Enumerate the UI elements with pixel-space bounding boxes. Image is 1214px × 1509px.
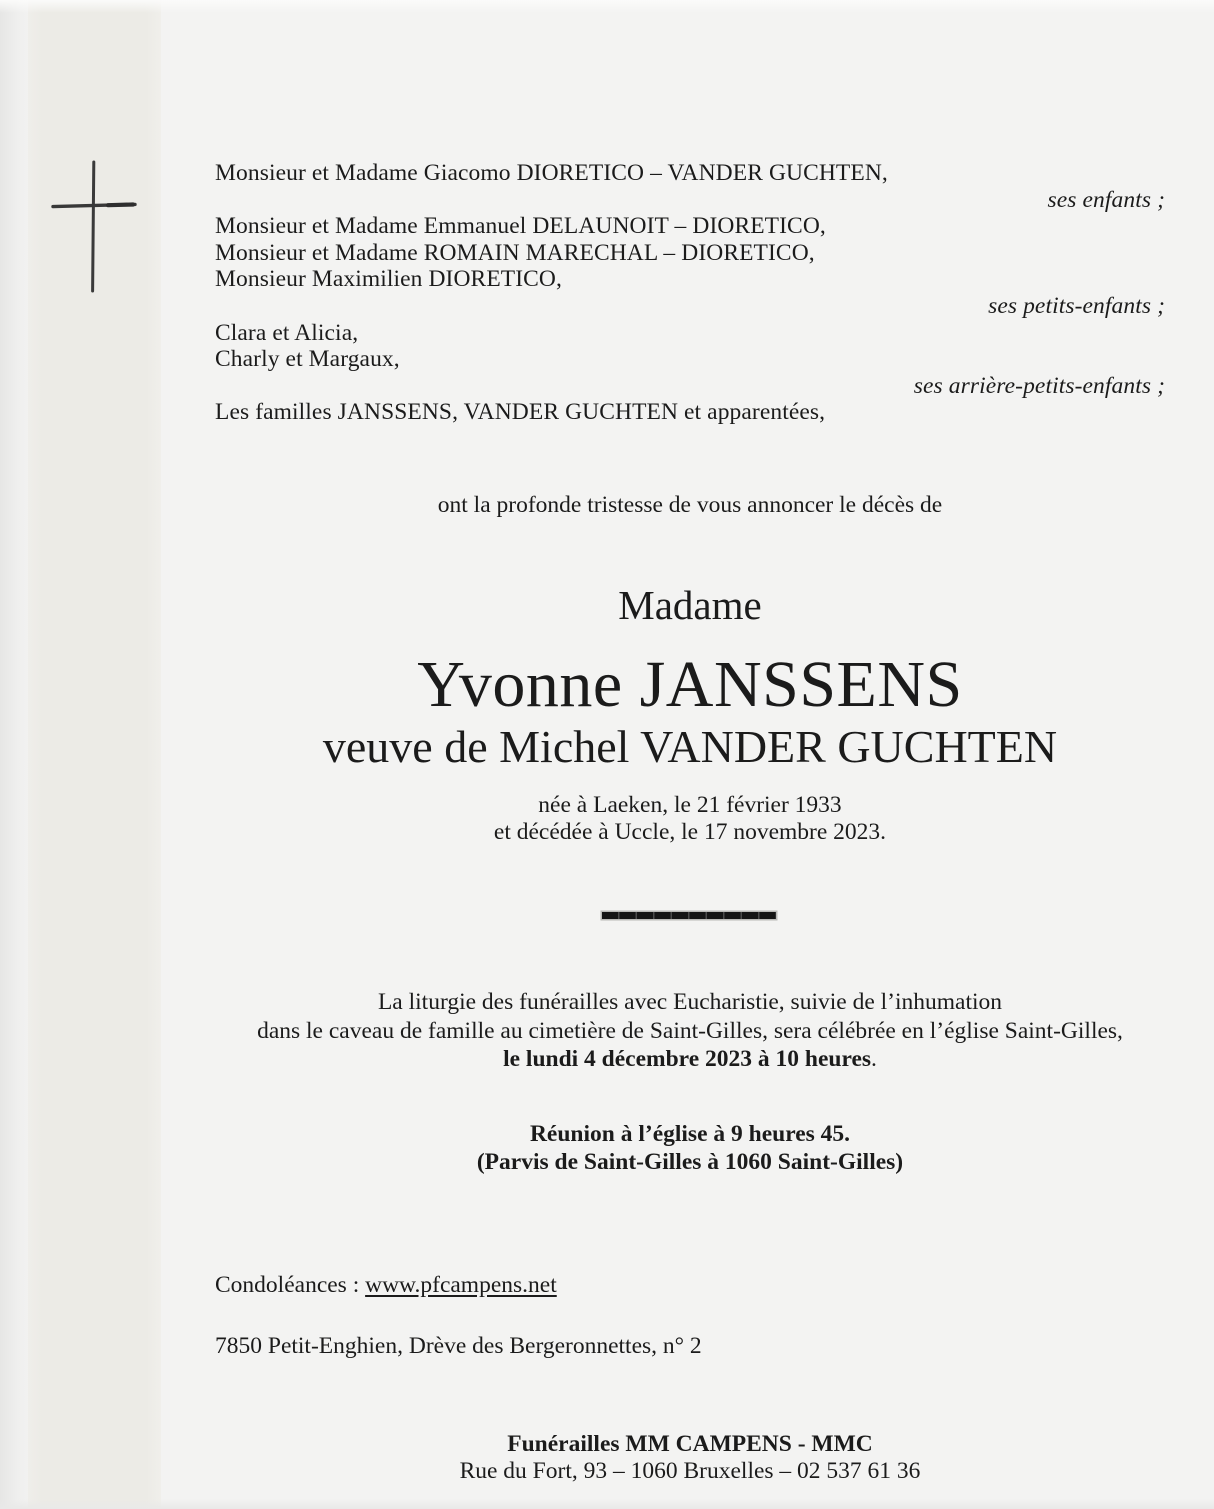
birth-line: née à Laeken, le 21 février 1933 [538, 792, 842, 818]
deceased-name: Yvonne JANSSENS [417, 648, 963, 721]
widow-of-line: veuve de Michel VANDER GUCHTEN [322, 721, 1058, 772]
family-line: Monsieur et Madame Emmanuel DELAUNOIT – DIORETICO, [215, 213, 826, 240]
family-line: Monsieur et Madame ROMAIN MARECHAL – DIORETICO, [215, 239, 815, 266]
family-line: Clara et Alicia, [215, 319, 359, 346]
death-line: et décédée à Uccle, le 17 novembre 2023. [493, 819, 887, 845]
deceased-title: Madame [618, 582, 762, 628]
family-line: Monsieur Maximilien DIORETICO, [215, 266, 562, 293]
condolences-line [215, 1272, 1165, 1299]
ceremony-date: le lundi 4 décembre 2023 à 10 heures [503, 1046, 872, 1073]
ceremony-details [215, 988, 1165, 1074]
condolences-link[interactable]: www.pfcampens.net [365, 1272, 557, 1298]
family-line: Charly et Margaux, [215, 346, 400, 373]
ceremony-line: dans le caveau de famille au cimetière de Saint-Gilles, sera célébrée en l’église Saint-Gilles, [257, 1017, 1123, 1044]
scan-top-edge-shading [0, 0, 1214, 13]
family-line: Monsieur et Madame Giacomo DIORETICO – VANDER GUCHTEN, [215, 160, 888, 186]
funeral-home-address: Rue du Fort, 93 – 1060 Bruxelles – 02 537 61 36 [459, 1457, 921, 1484]
meeting-time-line: Réunion à l’église à 9 heures 45. [529, 1121, 851, 1147]
family-list [215, 160, 1165, 426]
ceremony-date-period: . [871, 1046, 877, 1073]
scan-bottom-edge-shading [0, 1499, 1214, 1509]
separator-rule [602, 912, 776, 919]
relation-label: ses petits-enfants ; [988, 292, 1165, 319]
funeral-home-name: Funérailles MM CAMPENS - MMC [507, 1431, 873, 1457]
announcement-line: ont la profonde tristesse de vous annoncer le décès de [437, 492, 943, 518]
family-address-line: 7850 Petit-Enghien, Drève des Bergeronnettes, n° 2 [215, 1333, 702, 1359]
family-line: Les familles JANSSENS, VANDER GUCHTEN et apparentées, [215, 399, 826, 426]
funeral-home-footer [215, 1431, 1165, 1484]
condolences-label: Condoléances : [215, 1272, 366, 1298]
meeting-place-line: (Parvis de Saint-Gilles à 1060 Saint-Gilles) [476, 1149, 904, 1175]
meeting-details [215, 1120, 1165, 1176]
scan-left-edge-shading [0, 0, 30, 1509]
ceremony-line: La liturgie des funérailles avec Eucharistie, suivie de l’inhumation [377, 989, 1003, 1015]
birth-death-dates [215, 792, 1165, 846]
relation-label: ses arrière-petits-enfants ; [913, 372, 1165, 399]
ceremony-date-line [215, 1045, 1165, 1074]
latin-cross-icon [48, 158, 143, 298]
relation-label: ses enfants ; [1047, 186, 1165, 213]
